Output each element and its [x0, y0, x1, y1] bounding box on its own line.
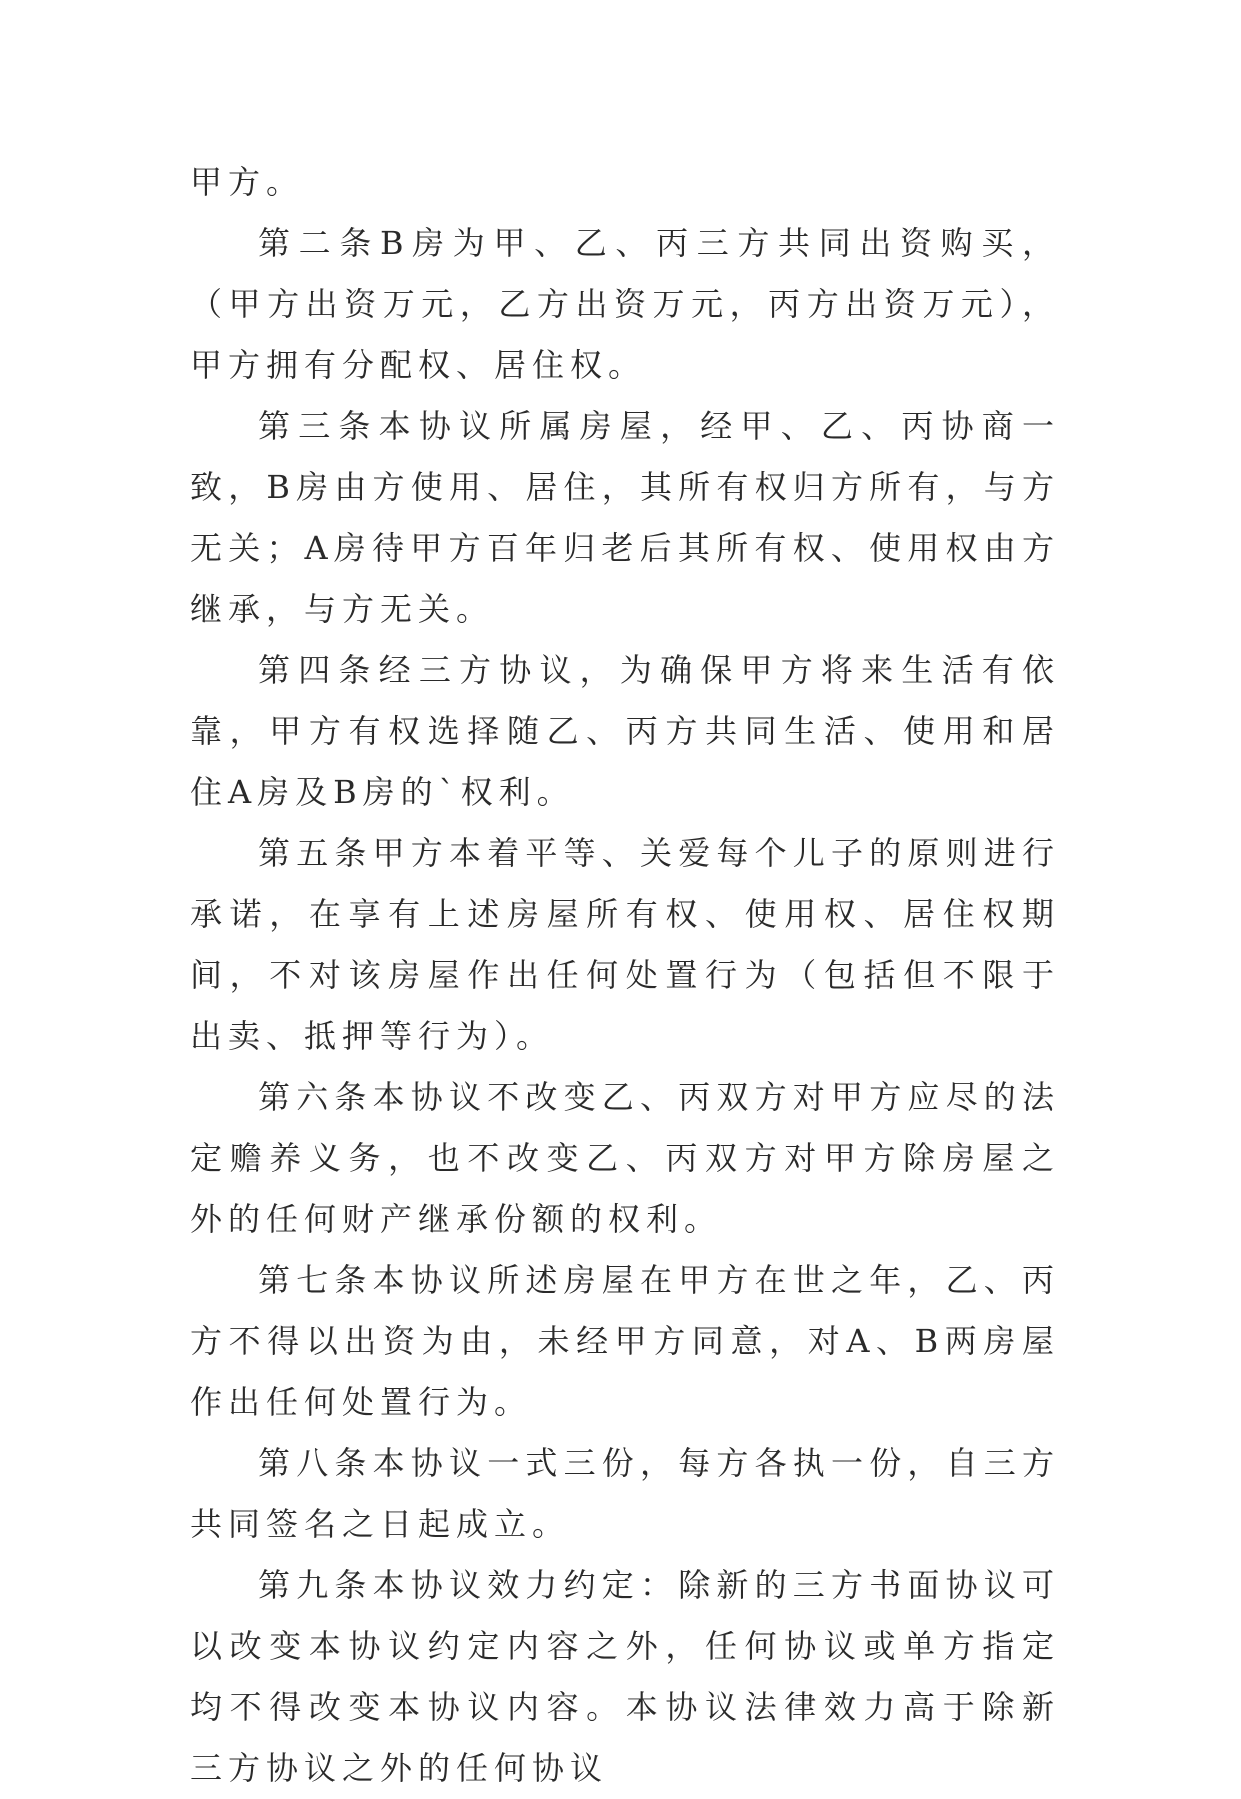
article-3: 第三条本协议所属房屋，经甲、乙、丙协商一致，B房由方使用、居住，其所有权归方所有，与方无关；A房待甲方百年归老后其所有权、使用权由方继承，与方无关。 — [190, 407, 1060, 628]
document-body — [190, 152, 1060, 1799]
article-5: 第五条甲方本着平等、关爱每个儿子的原则进行承诺，在享有上述房屋所有权、使用权、居住权期间，不对该房屋作出任何处置行为（包括但不限于出卖、抵押等行为）。 — [190, 834, 1060, 1055]
article-6: 第六条本协议不改变乙、丙双方对甲方应尽的法定赡养义务，也不改变乙、丙双方对甲方除房屋之外的任何财产继承份额的权利。 — [190, 1078, 1060, 1238]
article-7: 第七条本协议所述房屋在甲方在世之年，乙、丙方不得以出资为由，未经甲方同意，对A、B两房屋作出任何处置行为。 — [190, 1261, 1060, 1421]
article-4: 第四条经三方协议，为确保甲方将来生活有依靠，甲方有权选择随乙、丙方共同生活、使用和居住A房及B房的`权利。 — [190, 651, 1060, 811]
article-2: 第二条B房为甲、乙、丙三方共同出资购买，（甲方出资万元，乙方出资万元，丙方出资万元），甲方拥有分配权、居住权。 — [190, 224, 1060, 384]
paragraph-continuation: 甲方。 — [190, 163, 305, 201]
article-8: 第八条本协议一式三份，每方各执一份，自三方共同签名之日起成立。 — [190, 1444, 1060, 1543]
article-9: 第九条本协议效力约定：除新的三方书面协议可以改变本协议约定内容之外，任何协议或单方指定均不得改变本协议内容。本协议法律效力高于除新三方协议之外的任何协议 — [190, 1566, 1060, 1787]
